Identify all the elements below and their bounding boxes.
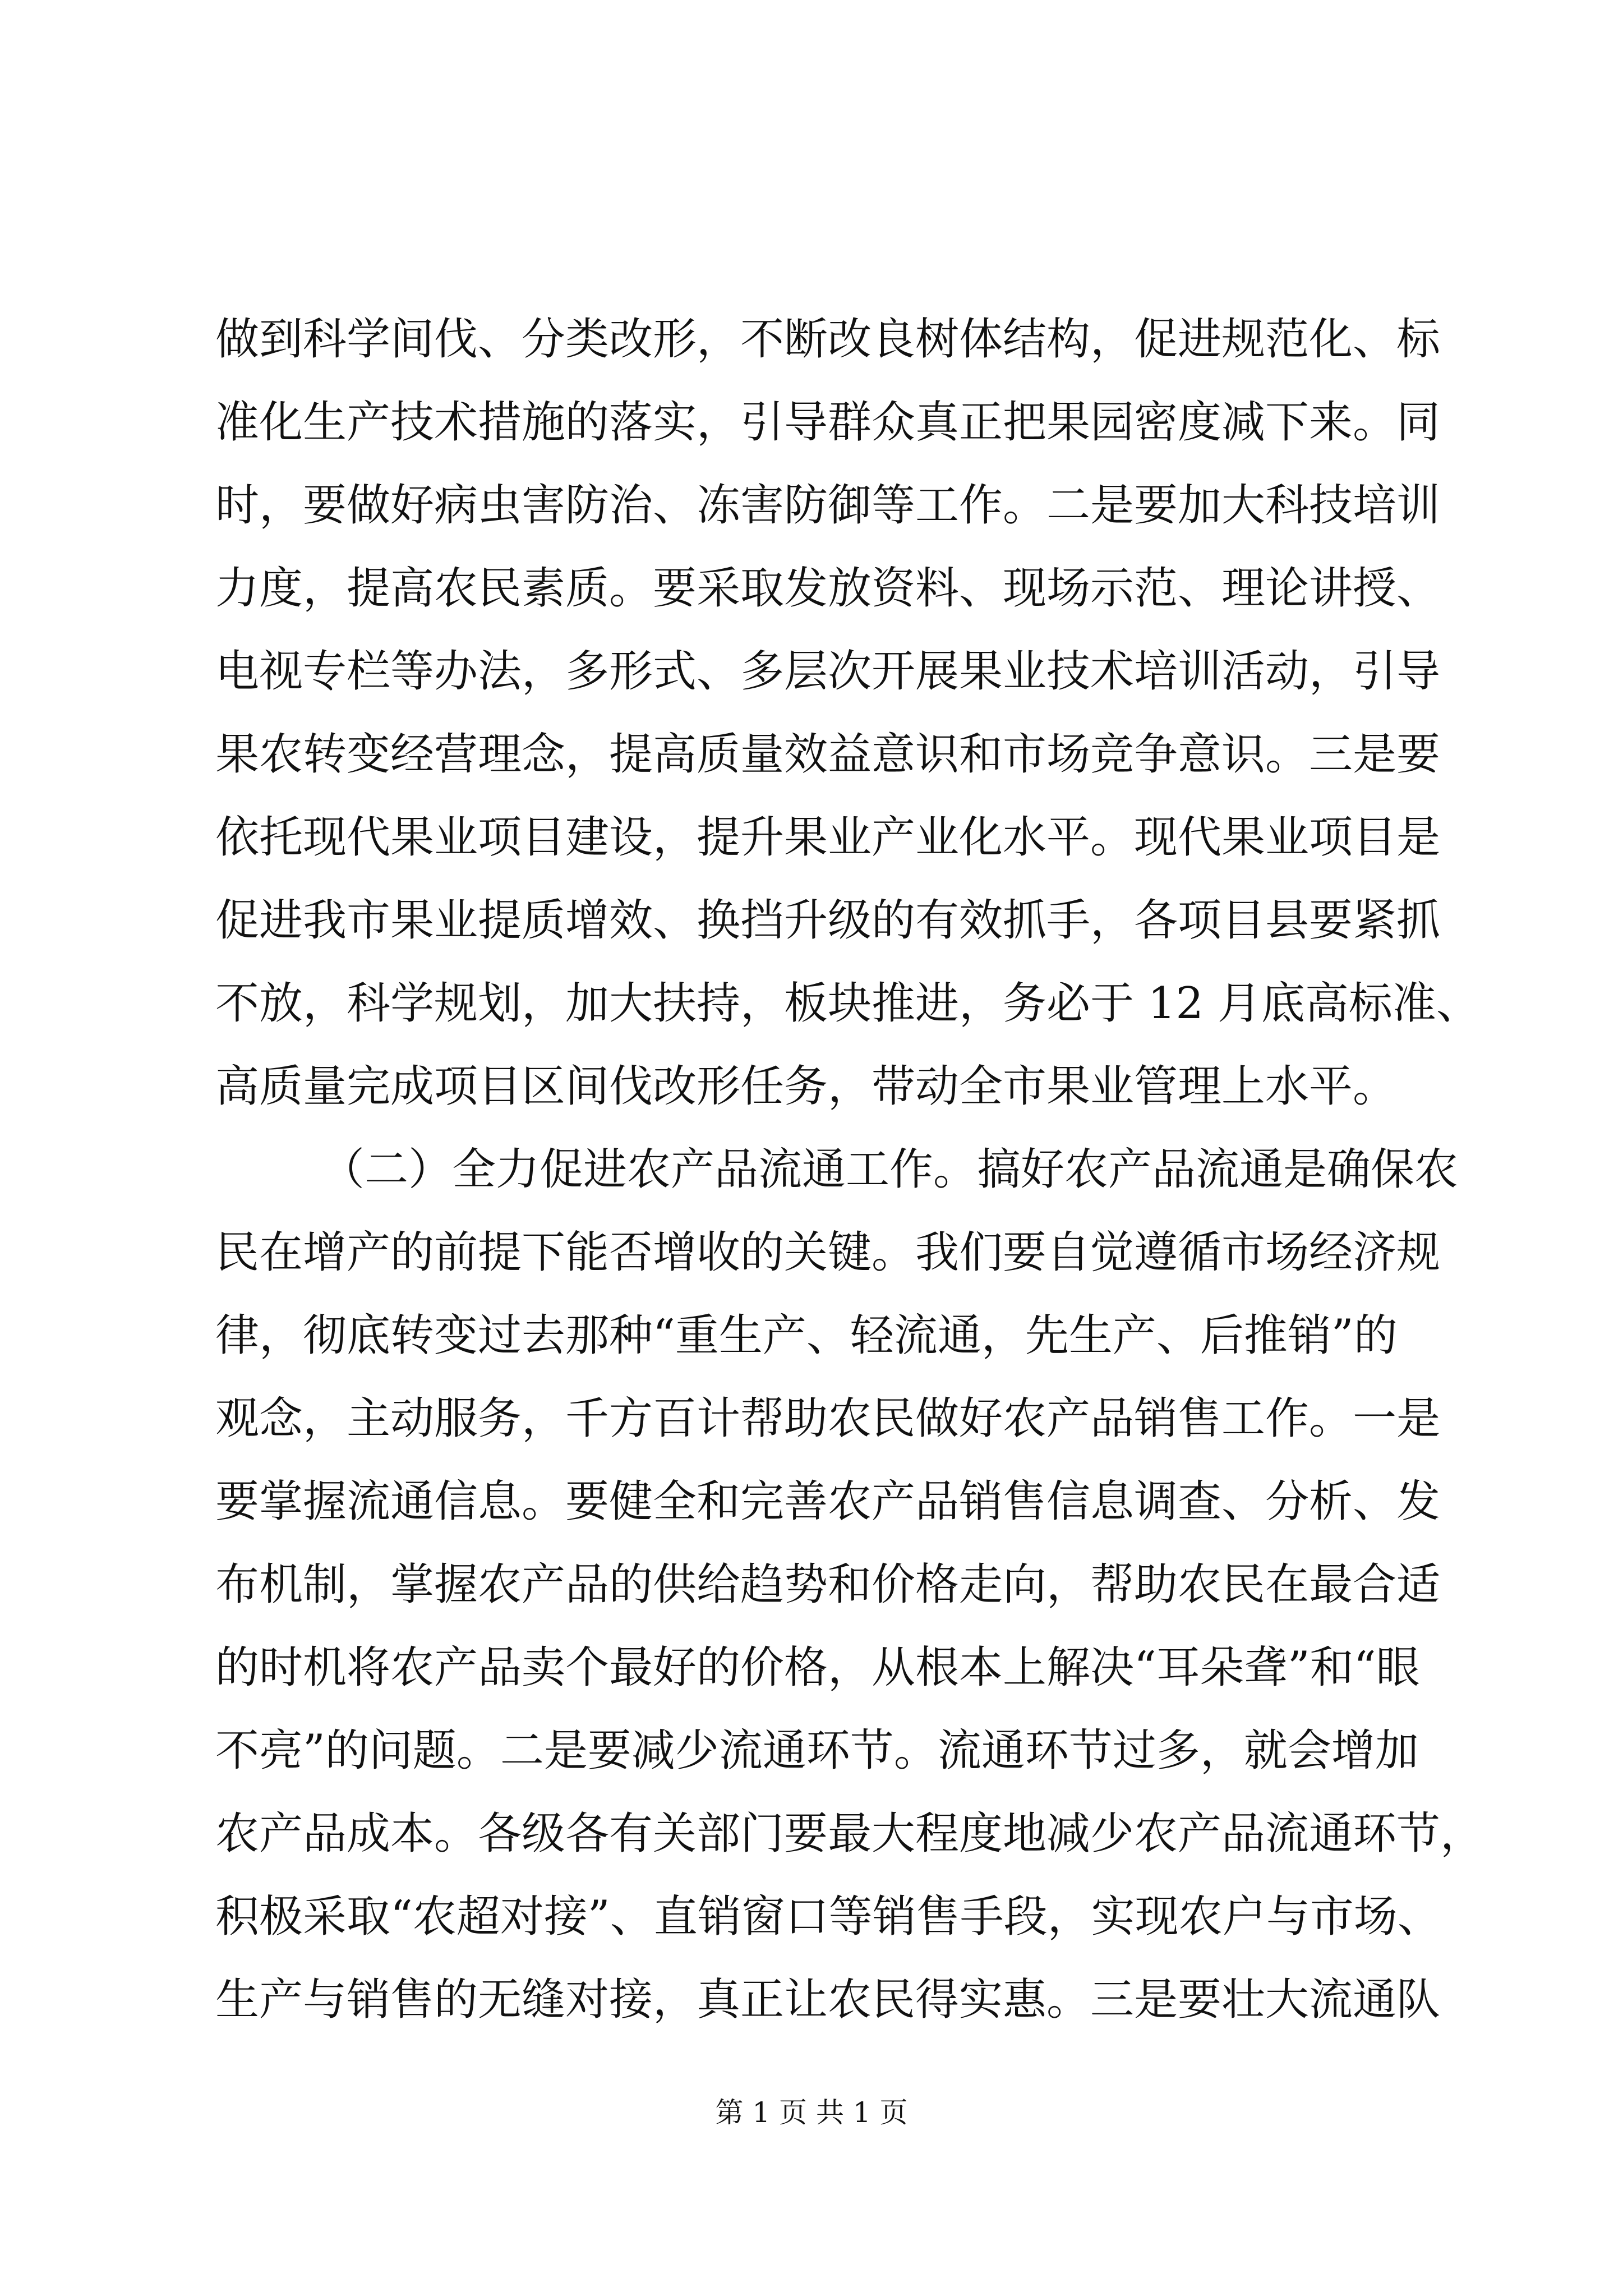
text-line: 依托现代果业项目建设，提升果业产业化水平。现代果业项目是 [215, 812, 1441, 863]
text-line: 观念，主动服务，千方百计帮助农民做好农产品销售工作。一是 [215, 1393, 1441, 1444]
text-line: 电视专栏等办法，多形式、多层次开展果业技术培训活动，引导 [215, 646, 1441, 697]
text-line: 律，彻底转变过去那种“重生产、轻流通，先生产、后推销”的 [215, 1310, 1398, 1361]
text-line: 准化生产技术措施的落实，引导群众真正把果园密度减下来。同 [215, 397, 1441, 448]
text-line: 积极采取“农超对接”、直销窗口等销售手段，实现农户与市场、 [215, 1892, 1441, 1942]
text-line: 民在增产的前提下能否增收的关键。我们要自觉遵循市场经济规 [215, 1227, 1441, 1278]
text-line: 布机制，掌握农产品的供给趋势和价格走向，帮助农民在最合适 [215, 1559, 1441, 1610]
text-line: 生产与销售的无缝对接，真正让农民得实惠。三是要壮大流通队 [215, 1975, 1441, 2025]
text-line: 果农转变经营理念，提高质量效益意识和市场竞争意识。三是要 [215, 729, 1441, 780]
section-heading-line: （二）全力促进农产品流通工作。搞好农产品流通是确保农 [321, 1144, 1459, 1195]
text-line: 时，要做好病虫害防治、冻害防御等工作。二是要加大科技培训 [215, 480, 1441, 531]
document-body [215, 298, 1484, 2041]
text-line: 促进我市果业提质增效、换挡升级的有效抓手，各项目县要紧抓 [215, 895, 1441, 946]
text-line: 做到科学间伐、分类改形，不断改良树体结构，促进规范化、标 [215, 314, 1441, 365]
text-line: 要掌握流通信息。要健全和完善农产品销售信息调查、分析、发 [215, 1476, 1441, 1527]
text-line: 不放，科学规划，加大扶持，板块推进，务必于 12 月底高标准、 [215, 978, 1480, 1029]
page-footer: 第 1 页 共 1 页 [715, 2096, 908, 2129]
text-line: 不亮”的问题。二是要减少流通环节。流通环节过多，就会增加 [215, 1726, 1419, 1776]
text-line: 农产品成本。各级各有关部门要最大程度地减少农产品流通环节， [215, 1809, 1484, 1859]
text-line: 力度，提高农民素质。要采取发放资料、现场示范、理论讲授、 [215, 563, 1441, 614]
text-line: 高质量完成项目区间伐改形任务，带动全市果业管理上水平。 [215, 1061, 1397, 1112]
text-line: 的时机将农产品卖个最好的价格，从根本上解决“耳朵聋”和“眼 [215, 1642, 1420, 1693]
